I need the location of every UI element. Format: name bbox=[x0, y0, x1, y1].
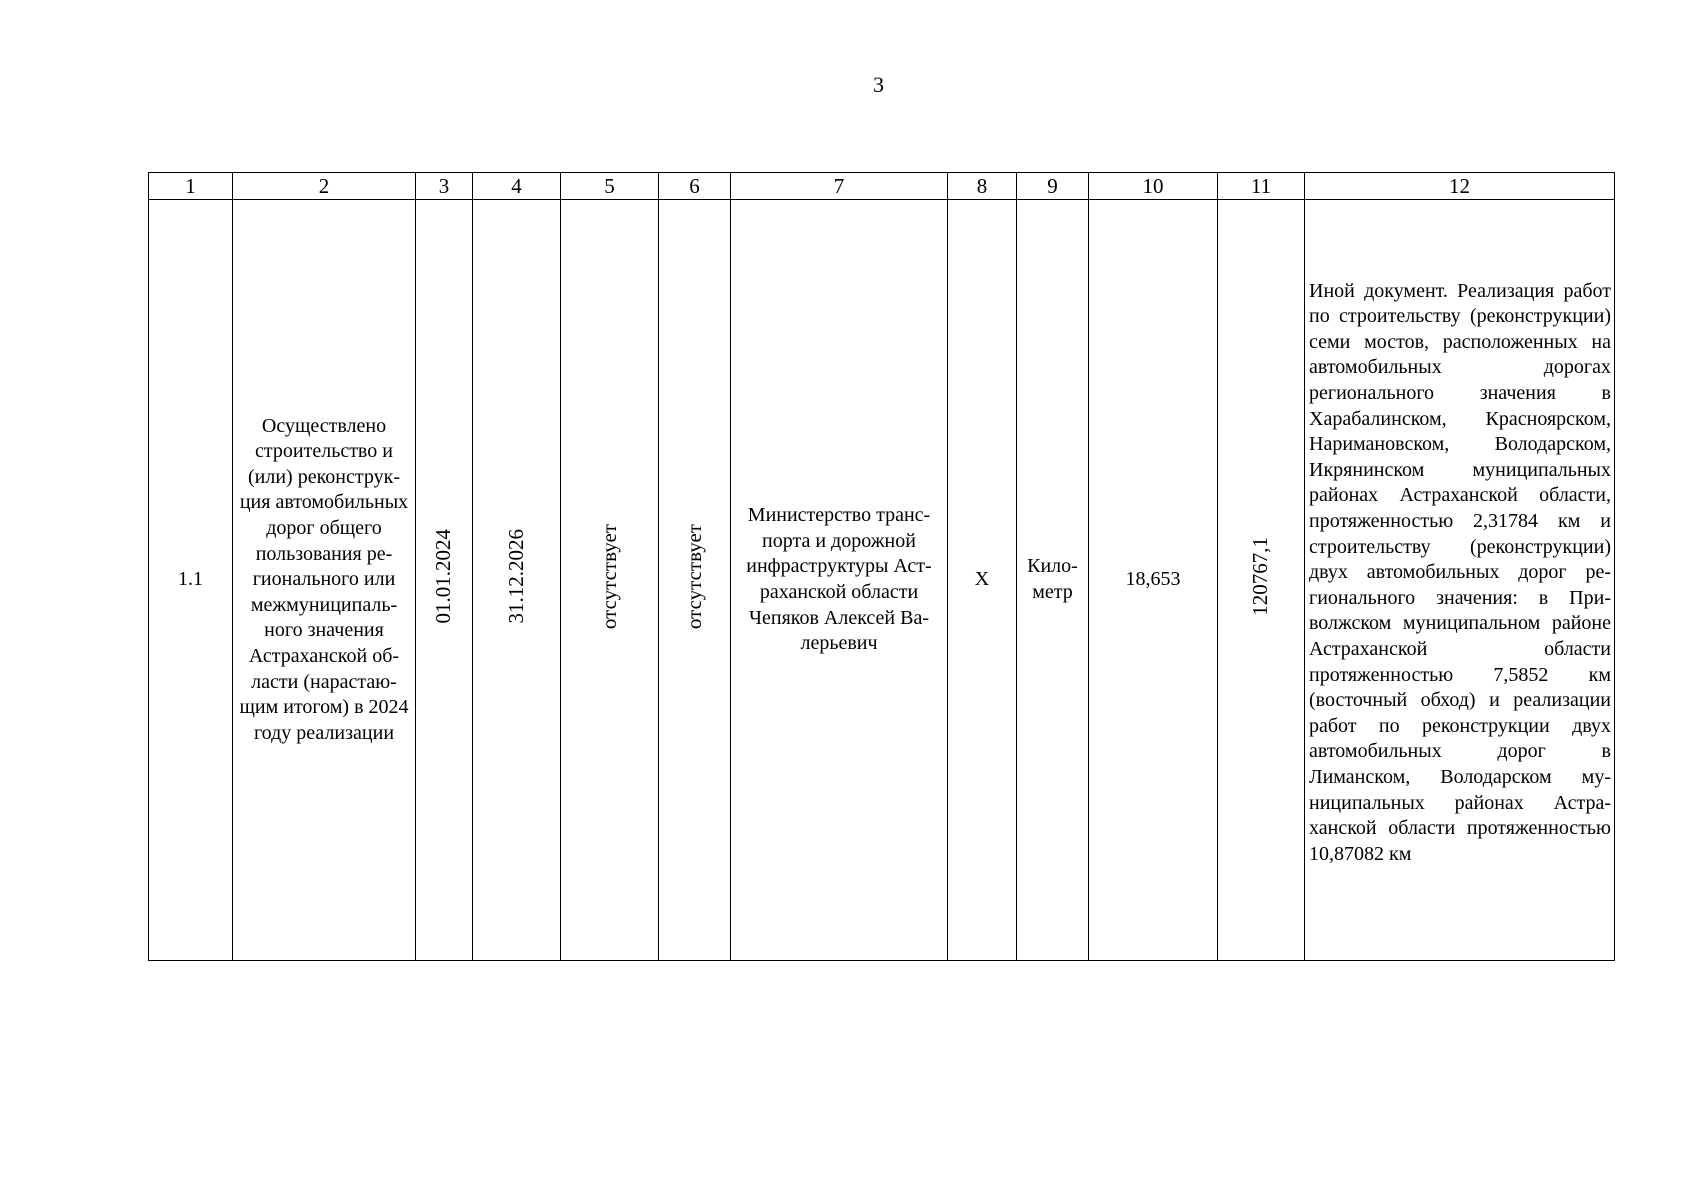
column-header: 2 bbox=[233, 173, 416, 200]
column-header: 1 bbox=[149, 173, 233, 200]
page-number: 3 bbox=[873, 72, 884, 97]
cell-description bbox=[1305, 200, 1615, 961]
col6-value: отсутствует bbox=[681, 523, 706, 629]
column-header: 12 bbox=[1305, 173, 1615, 200]
cell-unit bbox=[1017, 200, 1089, 961]
cell-col6 bbox=[659, 200, 731, 961]
column-header: 7 bbox=[731, 173, 948, 200]
document-table bbox=[148, 172, 1615, 961]
cell-col5 bbox=[561, 200, 659, 961]
cell-amount bbox=[1218, 200, 1305, 961]
description-text: Иной документ. Реализация работ по строительству (реконструкции) семи мостов, расположенных на автомобильных дорогах регионального значения в Харабалинском, Красноярском, Наримановском, Володарском, Икрянинском муниципальных районах Астраханской области, протяженностью 2,31784 км и строительству (реконструкции) двух автомобильных дорог регионального значения: в Приволжском муниципальном районе Астраханской области протяженностью 7,5852 км (восточный обход) и реализации работ по реконструкции двух автомобильных дорог в Лиманском, Володарском муниципальных районах Астраханской области протяженностью 10,87082 км bbox=[1309, 279, 1611, 865]
cell-indicator bbox=[233, 200, 416, 961]
unit-text: Километр bbox=[1027, 555, 1078, 603]
cell-item-number bbox=[149, 200, 233, 961]
column-header: 4 bbox=[473, 173, 561, 200]
column-header: 3 bbox=[416, 173, 473, 200]
column-header: 6 bbox=[659, 173, 731, 200]
col5-value: отсутствует bbox=[596, 523, 621, 629]
amount-value: 120767,1 bbox=[1248, 536, 1273, 616]
cell-responsible bbox=[731, 200, 948, 961]
end-date: 31.12.2026 bbox=[503, 528, 528, 624]
cell-value bbox=[1089, 200, 1218, 961]
indicator-text: Осуществлено строительство и (или) реконструкция автомобильных дорог общего пользования регионального или межмуниципального значения Астраханской области (нарастающим итогом) в 2024 году реализации bbox=[239, 414, 409, 744]
cell-end-date bbox=[473, 200, 561, 961]
table-row bbox=[149, 200, 1615, 961]
column-header: 11 bbox=[1218, 173, 1305, 200]
column-header: 5 bbox=[561, 173, 659, 200]
column-header: 9 bbox=[1017, 173, 1089, 200]
column-header: 10 bbox=[1089, 173, 1218, 200]
indicator-value: 18,653 bbox=[1125, 568, 1181, 591]
header-row bbox=[149, 173, 1615, 200]
cell-col8 bbox=[948, 200, 1017, 961]
column-header: 8 bbox=[948, 173, 1017, 200]
col8-value: Х bbox=[974, 568, 990, 591]
cell-start-date bbox=[416, 200, 473, 961]
start-date: 01.01.2024 bbox=[431, 528, 456, 624]
responsible-text: Министерство транспорта и дорожной инфраструктуры Астраханской области Чепяков Алексей Валерьевич bbox=[746, 504, 932, 655]
item-number: 1.1 bbox=[178, 568, 203, 591]
